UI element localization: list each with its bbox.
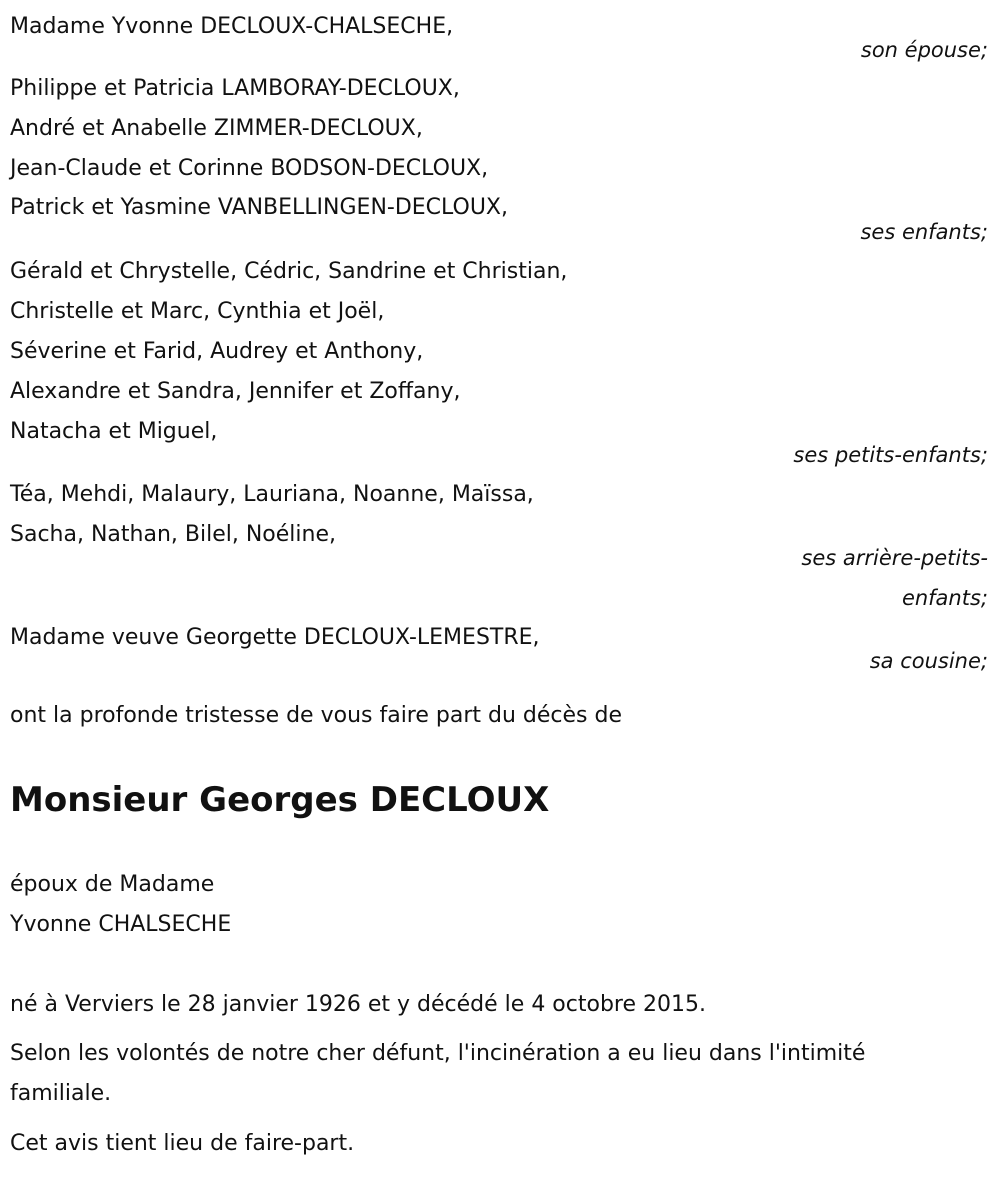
child-line: André et Anabelle ZIMMER-DECLOUX, [10, 116, 423, 141]
relation-label: ses petits-enfants; [793, 443, 988, 467]
spouse-line: époux de Madame [10, 872, 215, 897]
relation-label: enfants; [901, 586, 988, 610]
closing-text: Cet avis tient lieu de faire-part. [10, 1131, 355, 1156]
relation-label: son épouse; [860, 38, 988, 62]
great-grandchild-line: Sacha, Nathan, Bilel, Noéline, [10, 522, 336, 547]
child-line: Philippe et Patricia LAMBORAY-DECLOUX, [10, 76, 460, 101]
relation-label: ses arrière-petits- [801, 546, 988, 570]
grandchild-line: Alexandre et Sandra, Jennifer et Zoffany, [10, 379, 461, 404]
child-line: Patrick et Yasmine VANBELLINGEN-DECLOUX, [10, 195, 508, 220]
grandchild-line: Christelle et Marc, Cynthia et Joël, [10, 299, 385, 324]
child-line: Jean-Claude et Corinne BODSON-DECLOUX, [10, 156, 489, 181]
grandchild-line: Natacha et Miguel, [10, 419, 218, 444]
grandchild-line: Gérald et Chrystelle, Cédric, Sandrine et Christian, [10, 259, 568, 284]
cousin-name: Madame veuve Georgette DECLOUX-LEMESTRE, [10, 625, 540, 650]
grandchild-line: Séverine et Farid, Audrey et Anthony, [10, 339, 424, 364]
spouse-line: Yvonne CHALSECHE [10, 912, 232, 937]
relation-label: ses enfants; [860, 220, 988, 244]
cremation-text: Selon les volontés de notre cher défunt, l'incinération a eu lieu dans l'intimité familiale. [10, 1041, 866, 1106]
relation-label: sa cousine; [869, 649, 988, 673]
great-grandchild-line: Téa, Mehdi, Malaury, Lauriana, Noanne, Maïssa, [10, 482, 534, 507]
spouse-name: Madame Yvonne DECLOUX-CHALSECHE, [10, 14, 454, 39]
birth-death-text: né à Verviers le 28 janvier 1926 et y décédé le 4 octobre 2015. [10, 992, 706, 1017]
deceased-name: Monsieur Georges DECLOUX [10, 780, 550, 820]
announcement-text: ont la profonde tristesse de vous faire part du décès de [10, 703, 622, 728]
